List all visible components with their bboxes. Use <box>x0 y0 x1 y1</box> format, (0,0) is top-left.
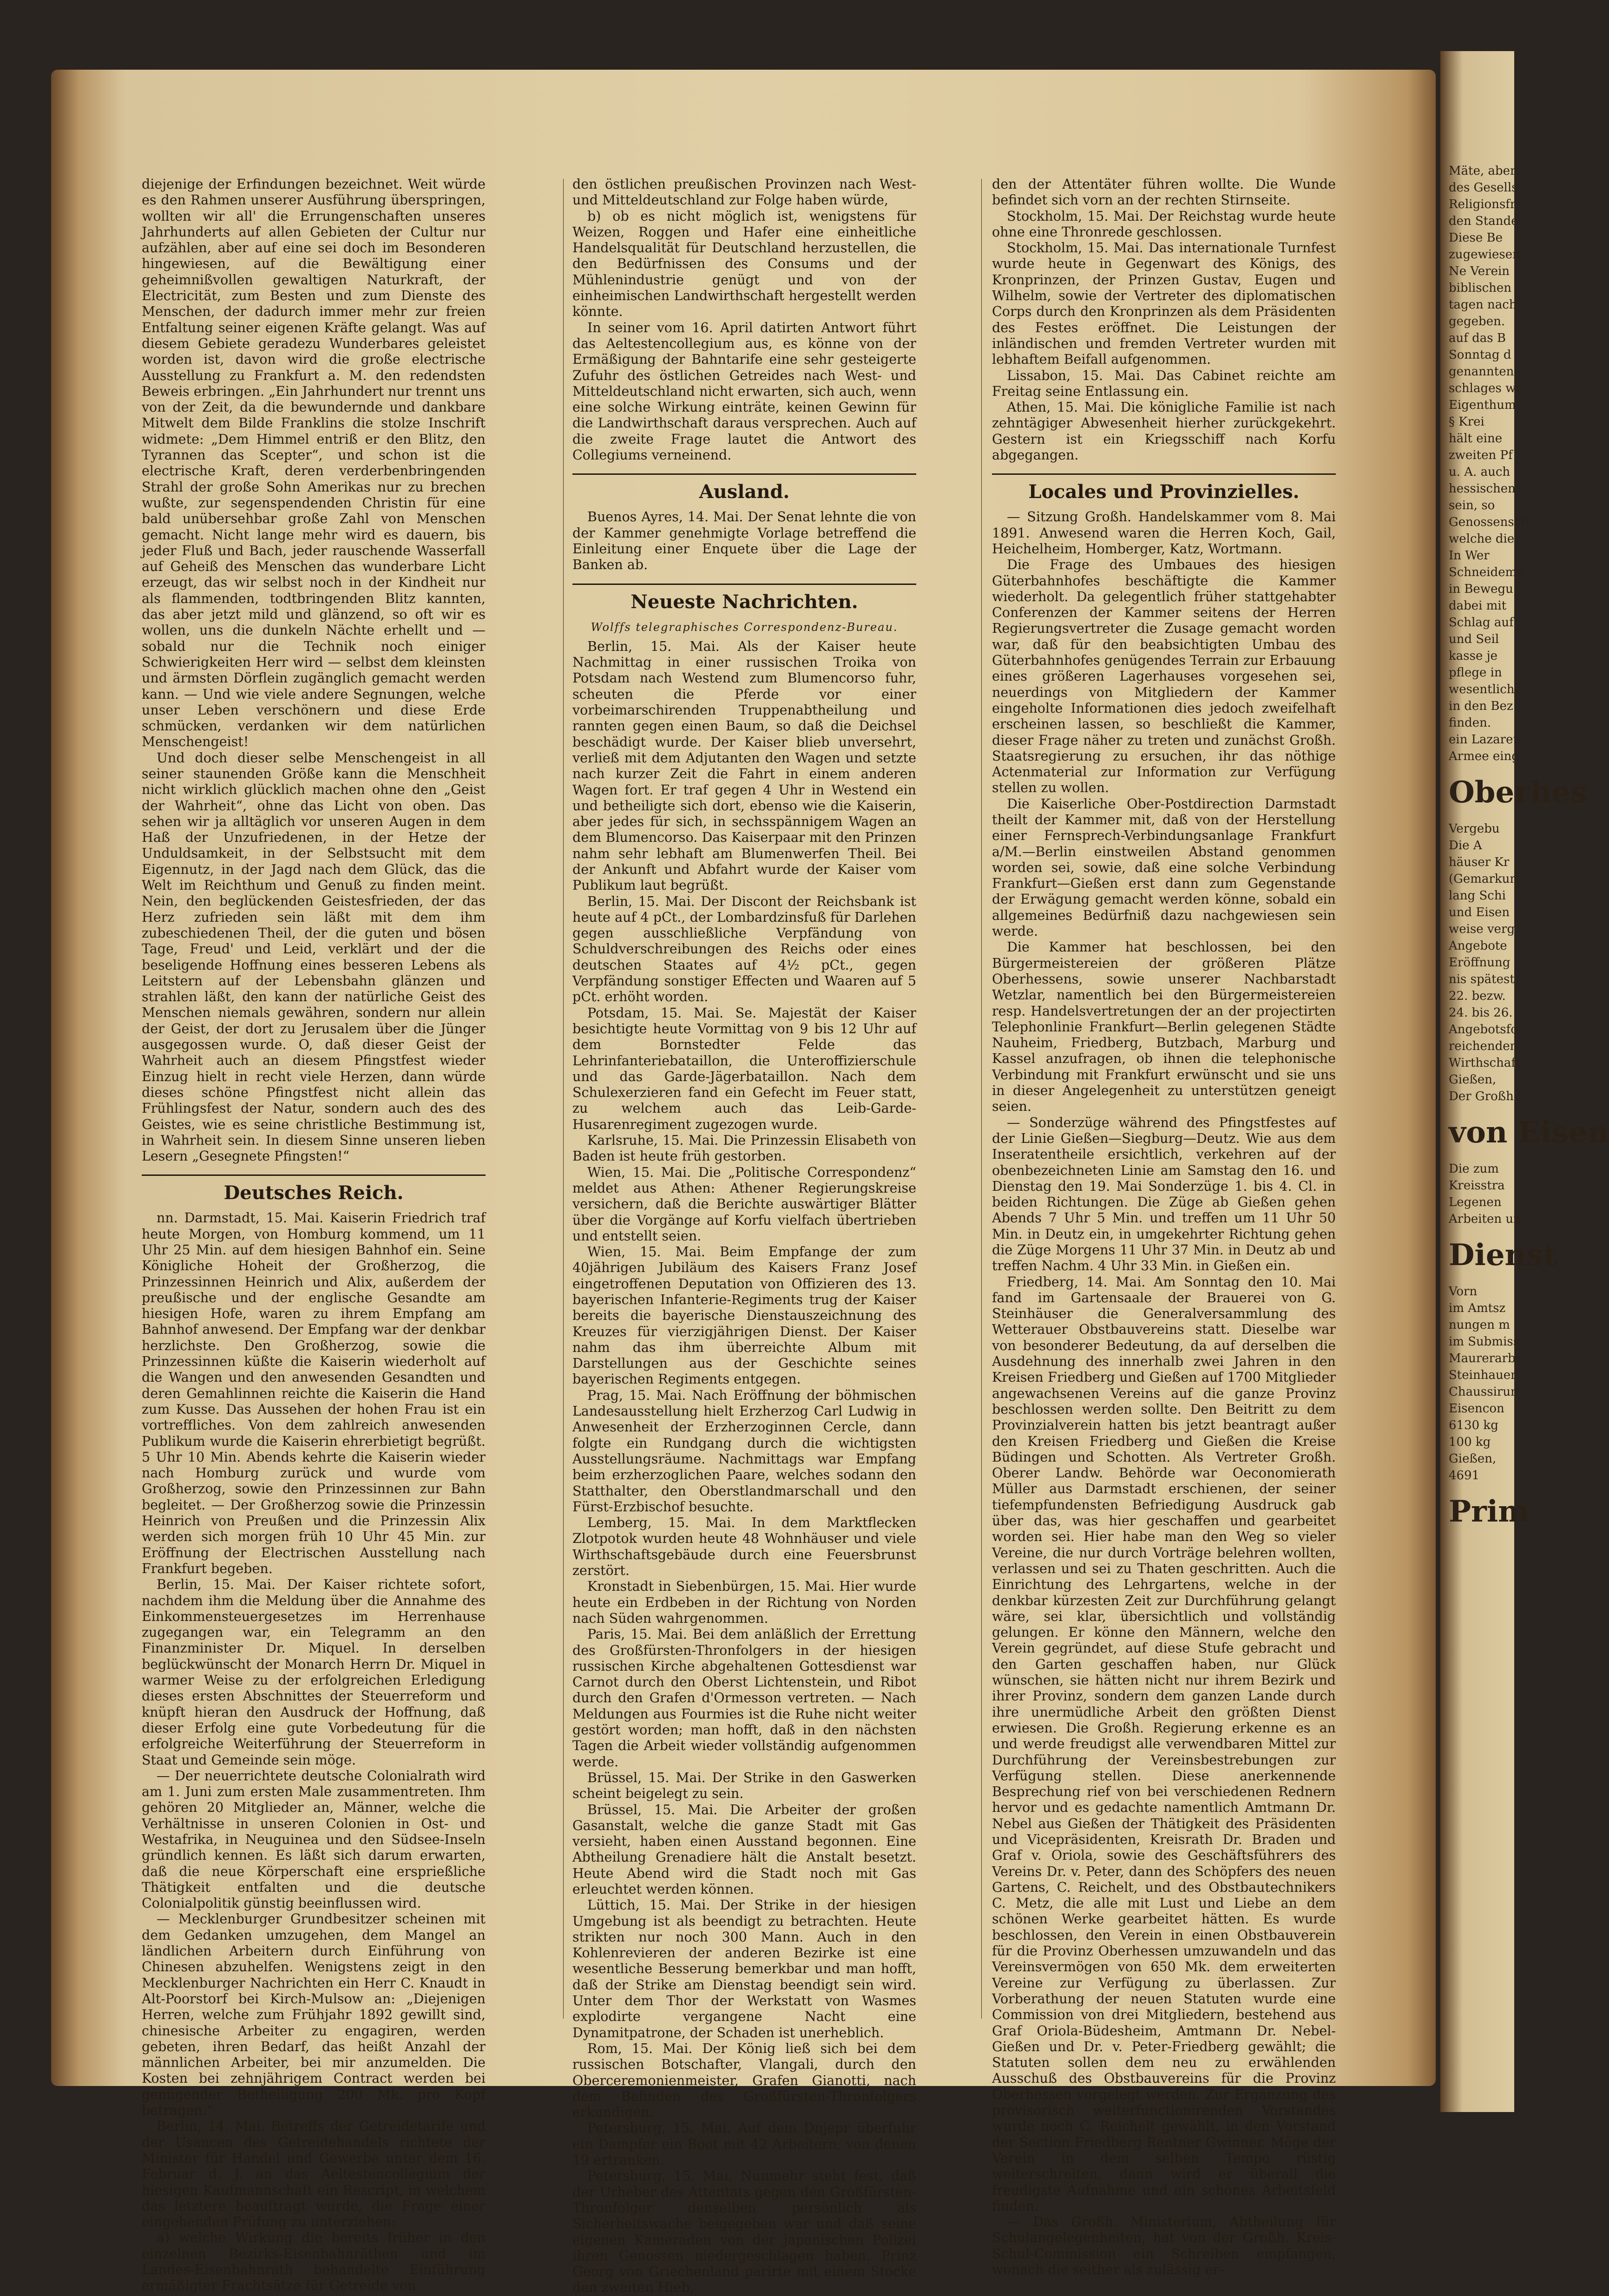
news-item: Buenos Ayres, 14. Mai. Der Senat lehnte die von der Kammer genehmigte Vorlage betreffend die Einleitung einer Enquete über die Lage der Banken ab. <box>572 509 916 573</box>
news-item: Athen, 15. Mai. Die königliche Familie ist nach zehntägiger Abwesenheit hierher zurückgekehrt. Gestern ist ein Kriegsschiff nach Korfu abgegangen. <box>992 400 1336 463</box>
facing-page-line: u. A. auch <box>1449 465 1510 479</box>
section-heading-locales: Locales und Provinzielles. <box>992 473 1336 503</box>
news-item: Lüttich, 15. Mai. Der Strike in der hiesigen Umgebung ist als beendigt zu betrachten. Heute strikten nur noch 300 Mann. Auch in den Kohlenrevieren der anderen Bezirke ist eine wesentliche Besserung bemerkbar und man hofft, daß der Strike am Dienstag beendigt sein wird. Unter dem Thor der Werkstatt von Wasmes explodirte vergangene Nacht eine Dynamitpatrone, der Schaden ist unerheblich. <box>572 1897 916 2040</box>
facing-page-line: den Stande <box>1449 214 1518 228</box>
news-item: — Mecklenburger Grundbesitzer scheinen mit dem Gedanken umzugehen, dem Mangel an ländlichen Arbeitern durch Einführung von Chinesen abzuhelfen. Wenigstens zeigt in den Mecklenburger Nachrichten ein Herr C. Knaudt in Alt-Poorstorf bei Kirch-Mulsow an: „Diejenigen Herren, welche zum Frühjahr 1892 gewillt sind, chinesische Arbeiter zu engagiren, werden gebeten, ihren Bedarf, das heißt Anzahl der männlichen Arbeiter, bei mir anzumelden. Die Kosten bei zehnjährigem Contract werden bei genügender Betheiligung 200 Mk. pro Kopf betragen.“ <box>142 1911 486 2119</box>
facing-page-line: nungen m <box>1449 1318 1510 1332</box>
news-item: Berlin, 15. Mai. Als der Kaiser heute Nachmittag in einer russischen Troika von Potsdam nach Westend zum Blumencorso fuhr, scheuten die Pferde vor einer vorbeimarschirenden Truppenabtheilung und rannten gegen einen Baum, so daß die Deichsel beschädigt wurde. Der Kaiser blieb unversehrt, verließ mit dem Adjutanten den Wagen und setzte nach kurzer Zeit die Fahrt in einem anderen Wagen fort. Er traf gegen 4 Uhr in Westend ein und betheiligte sich dort, ebenso wie die Kaiserin, aber jedes für sich, in sechsspännigem Wagen an dem Blumencorso. Das Kaiserpaar mit den Prinzen nahm sehr lebhaft am Blumenwerfen Theil. Bei der Ankunft und Abfahrt wurde der Kaiser vom Publikum laut begrüßt. <box>572 638 916 893</box>
news-item: a) welche Wirkung die bereits früher in den einzelnen Bezirks-Eisenbahnräthen und im Landes-Eisenbahnrath behandelte Einführung ermäßigter Frachtsätze für Getreide von <box>142 2230 486 2294</box>
news-item: Berlin, 15. Mai. Der Discont der Reichsbank ist heute auf 4 pCt., der Lombardzinsfuß für Darlehen gegen ausschließliche Verpfändung von Schuldverschreibungen des Reichs oder eines deutschen Staates auf 4½ pCt., gegen Verpfändung sonstiger Effecten und Waaren auf 5 pCt. erhöht worden. <box>572 893 916 1005</box>
news-item: Stockholm, 15. Mai. Das internationale Turnfest wurde heute in Gegenwart des Königs, des Kronprinzen, der Prinzen Gustav, Eugen und Wilhelm, sowie der Vertreter des diplomatischen Corps durch den Kronprinzen als dem Präsidenten des Festes eröffnet. Die Leistungen der inländischen und fremden Vertreter wurden mit lebhaftem Beifall aufgenommen. <box>992 240 1336 367</box>
column-3 <box>992 177 1336 2277</box>
facing-page-line: Der Großh <box>1449 1089 1514 1103</box>
facing-page-line: im Amtsz <box>1449 1301 1506 1315</box>
facing-page-line: Gießen, <box>1449 1073 1497 1087</box>
section-subheading: Wolffs telegraphisches Correspondenz-Bureau. <box>591 620 898 634</box>
facing-page-line: Armee eing <box>1449 749 1519 763</box>
facing-page-line: Eröffnung <box>1449 956 1510 970</box>
facing-page-line: im Submiss <box>1449 1335 1520 1349</box>
facing-page-line: tagen nach <box>1449 298 1517 312</box>
facing-page-line: Eigenthum <box>1449 398 1516 412</box>
news-item: Lissabon, 15. Mai. Das Cabinet reichte am Freitag seine Entlassung ein. <box>992 367 1336 399</box>
article-paragraph: b) ob es nicht möglich ist, wenigstens für Weizen, Roggen und Hafer eine einheitliche Handelsqualität für Deutschland herzustellen, die den Bedürfnissen des Consums und der Mühlenindustrie genügt und von der einheimischen Landwirthschaft hergestellt werden könnte. <box>572 208 916 320</box>
facing-page-line: Die zum <box>1449 1162 1499 1176</box>
news-item: — Sitzung Großh. Handelskammer vom 8. Mai 1891. Anwesend waren die Herren Koch, Gail, Heichelheim, Homberger, Katz, Wortmann. <box>992 509 1336 557</box>
facing-page-line: finden. <box>1449 716 1491 730</box>
facing-page-heading: Prim <box>1449 1494 1530 1529</box>
facing-page-line: pflege in <box>1449 666 1502 680</box>
news-item: Prag, 15. Mai. Nach Eröffnung der böhmischen Landesausstellung hielt Erzherzog Carl Ludwig in Anwesenheit der Erzherzoginnen Cercle, dann folgte ein Rundgang durch die wichtigsten Ausstellungsräume. Nachmittags war Empfang beim erzherzoglichen Paare, welches sodann den Statthalter, den Oberstlandmarschall und den Fürst-Erzbischof besuchte. <box>572 1387 916 1515</box>
news-item: Stockholm, 15. Mai. Der Reichstag wurde heute ohne eine Thronrede geschlossen. <box>992 208 1336 240</box>
facing-page-line: zugewiesen <box>1449 248 1520 262</box>
facing-page-line: reichenden <box>1449 1039 1518 1053</box>
news-item: Petersburg, 15. Mai. Nunmehr steht fest, daß der Urheber des Attentats gegen den Großfürsten-Thronfolger denselben persönlich als Sicherheitswache beigegeben war und daß seine eigenen Kameraden von der japanischen Polizei ihren Genossen niedergeschlagen haben. Prinz Georg von Griechenland parirte mit einem Stocke den zweiten Hieb, <box>572 2168 916 2296</box>
news-item: Kronstadt in Siebenbürgen, 15. Mai. Hier wurde heute ein Erdbeben in der Richtung von Norden nach Süden wahrgenommen. <box>572 1579 916 1626</box>
news-item: Brüssel, 15. Mai. Der Strike in den Gaswerken scheint beigelegt zu sein. <box>572 1770 916 1802</box>
facing-page-line: 6130 kg <box>1449 1418 1498 1432</box>
facing-page-line: Arbeiten un <box>1449 1212 1521 1226</box>
facing-page-heading: Oberhes <box>1449 775 1588 810</box>
facing-page-line: § Krei <box>1449 415 1484 429</box>
facing-page-line: 24. bis 26. <box>1449 1006 1513 1020</box>
facing-page-line: 4691 <box>1449 1469 1480 1483</box>
facing-page-line: Sonntag d <box>1449 348 1511 362</box>
facing-page-line: sein, so <box>1449 499 1495 512</box>
news-item: Friedberg, 14. Mai. Am Sonntag den 10. Mai fand im Gartensaale der Brauerei von G. Steinhäuser die Generalversammlung des Wetterauer Obstbauvereins statt. Dieselbe war von besonderer Bedeutung, da auf derselben die Ausdehnung des innerhalb zwei Jahren in den Kreisen Friedberg und Gießen auf 1700 Mitglieder angewachsenen Vereins auf die ganze Provinz beschlossen werden sollte. Den Beitritt zu dem Provinzialverein hatten bis jetzt beantragt außer den Kreisen Friedberg und Gießen die Kreise Büdingen und Schotten. Als Vertreter Großh. Oberer Landw. Behörde war Oeconomierath Müller aus Darmstadt erschienen, der seiner tiefempfundensten Befriedigung Ausdruck gab über das, was hier geschaffen und gearbeitet worden sei. Hier habe man den Weg so vieler Vereine, die nur durch Vorträge belehren wollten, verlassen und sei zu Thaten geschritten. Auch die Einrichtung des Lehrgartens, welche in der denkbar kürzesten Zeit zur Durchführung gelangt wäre, sei klar, übersichtlich und vollständig gelungen. Er könne den Männern, welche den Verein gegründet, auf diese Stufe gebracht und den Garten geschaffen haben, nur Glück wünschen, sie hätten nicht nur ihrem Bezirk und ihrer Provinz, sondern dem ganzen Lande durch ihre unermüdliche Arbeit den größten Dienst erwiesen. Die Großh. Regierung erkenne es an und werde freudigst alle verwendbaren Mittel zur Durchführung der Vereinsbestrebungen zur Verfügung stellen. Diese anerkennende Besprechung rief von bei verschiedenen Rednern hervor und es gedachte namentlich Amtmann Dr. Nebel aus Gießen der Thätigkeit des Präsidenten und Vicepräsidenten, Kreisrath Dr. Braden und Graf v. Oriola, sowie des Geschäftsführers des Vereins Dr. v. Peter, dann des Schöpfers des neuen Gartens, C. Reichelt, und des Obstbautechnikers C. Metz, die alle mit Lust und Liebe an dem schönen Werke gearbeitet hätten. Es wurde beschlossen, den Verein in einen Obstbauverein für die Provinz Oberhessen umzuwandeln und das Vereinsvermögen von 650 Mk. dem erweiterten Vereine zur Verfügung zu überlassen. Zur Vorberathung der neuen Statuten wurde eine Commission von drei Mitgliedern, bestehend aus Graf Oriola-Büdesheim, Amtmann Dr. Nebel-Gießen und Dr. v. Peter-Friedberg gewählt; die Statuten sollen dem neu zu erwählenden Ausschuß des Obstbauvereins für die Provinz Oberhessen vorgelegt werden. Zur Ergänzung des provisorisch weiterfunctionirenden Vorstandes wurde noch C. Reichelt gewählt, in den Vorstand der Section Friedberg Rentner Gwinner. Möge der Verein in dem selben Tempo rüstig weiterschreiten, dann wird er überall die freudigste Aufnahme und ein schönes Arbeitsfeld finden. <box>992 1274 1336 2214</box>
facing-page-line: Kreisstra <box>1449 1179 1505 1193</box>
facing-page-line: kasse je <box>1449 649 1498 663</box>
news-item: Petersburg, 15. Mai. Auf dem Dnjepr überfuhr ein Dampfer ein Boot mit 42 Arbeitern, von denen 19 ertranken. <box>572 2120 916 2168</box>
facing-page-line: In Wer <box>1449 549 1490 563</box>
facing-page-line: auf das B <box>1449 331 1506 345</box>
column-1 <box>142 177 486 2294</box>
facing-page-line: Angebote <box>1449 939 1507 953</box>
facing-page-line: nis spätest <box>1449 972 1515 986</box>
news-item: Die Kaiserliche Ober-Postdirection Darmstadt theilt der Kammer mit, daß von der Herstellung einer Fernsprech-Verbindungsanlage Frankfurt a/M.—Berlin einstweilen Abstand genommen worden sei, sowie, daß eine solche Verbindung Frankfurt—Gießen erst dann zum Gegenstande der Erwägung gemacht werden könne, sobald ein allgemeines Bedürfniß dazu nachgewiesen sein werde. <box>992 796 1336 939</box>
facing-page-line: wesentliche <box>1449 682 1522 696</box>
facing-page-line: in Bewegu <box>1449 582 1513 596</box>
facing-page-line: hält eine <box>1449 432 1503 446</box>
news-item: Wien, 15. Mai. Beim Empfange der zum 40jährigen Jubiläum des Kaisers Franz Josef eingetroffenen Deputation von Offizieren des 13. bayerischen Infanterie-Regiments trug der Kaiser bereits die bayerische Dienstauszeichnung des Kreuzes für vierzigjährigen Dienst. Der Kaiser nahm das ihm überreichte Album mit Darstellungen aus der Geschichte seines bayerischen Regiments entgegen. <box>572 1244 916 1387</box>
facing-page-line: Steinhauer <box>1449 1368 1517 1382</box>
facing-page-line: dabei mit <box>1449 599 1507 613</box>
news-item: Lemberg, 15. Mai. In dem Marktflecken Zlotpotok wurden heute 48 Wohnhäuser und viele Wirthschaftsgebäude durch eine Feuersbrunst zerstört. <box>572 1515 916 1579</box>
news-item: Wien, 15. Mai. Die „Politische Correspondenz“ meldet aus Athen: Athener Regierungskreise versichern, daß die Berichte auswärtiger Blätter über die Vorgänge auf Korfu vielfach übertrieben und entstellt seien. <box>572 1164 916 1244</box>
article-paragraph: diejenige der Erfindungen bezeichnet. Weit würde es den Rahmen unserer Ausführung überspringen, wollten wir all' die Errungenschaften unseres Jahrhunderts auf allen Gebieten der Cultur nur aufzählen, aber auf eine sei doch im Besonderen hingewiesen, auf die Bewältigung einer geheimnißvollen gewaltigen Naturkraft, der Electricität, zum Besten und zum Dienste des Menschen, der dadurch immer mehr zur freien Entfaltung seiner eigenen Kräfte gelangt. Was auf diesem Gebiete geradezu Wunderbares geleistet worden ist, davon wird die große electrische Ausstellung zu Frankfurt a. M. den redendsten Beweis erbringen. „Ein Jahrhundert nur trennt uns von der Zeit, da die bewundernde und dankbare Mitwelt dem Bilde Franklins die stolze Inschrift widmete: „Dem Himmel entriß er den Blitz, den Tyrannen das Scepter“, und schon ist die electrische Kraft, deren verderbenbringenden Strahl der große Sohn Amerikas nur zu brechen wußte, zur segenspendenden Christin für eine bald unübersehbar große Zahl von Menschen gemacht. Nicht lange mehr wird es dauern, bis jeder Fluß und Bach, jeder rauschende Wasserfall auf Geheiß des Menschen das wunderbare Licht erzeugt, das wir selbst noch in der Kindheit nur als flammenden, todtbringenden Blitz kannten, das aber jetzt mild und glänzend, so oft wir es wollen, uns die dunkeln Nächte erhellt und — sobald nur die Technik noch einiger Schwierigkeiten Herr wird — selbst dem kleinsten und ärmsten Dörflein zugänglich gemacht werden kann. — Und wie viele andere Segnungen, welche unser Leben verschönern und diese Erde schmücken, verdanken wir dem natürlichen Menschengeist! <box>142 177 486 750</box>
news-item: Brüssel, 15. Mai. Die Arbeiter der großen Gasanstalt, welche die ganze Stadt mit Gas versieht, haben einen Ausstand begonnen. Eine Abtheilung Grenadiere hält die Anstalt besetzt. Heute Abend wird die Stadt noch mit Gas erleuchtet werden können. <box>572 1802 916 1897</box>
column-rule <box>563 179 564 2019</box>
news-item: Die Frage des Umbaues des hiesigen Güterbahnhofes beschäftigte die Kammer wiederholt. Da gelegentlich früher stattgehabter Conferenzen der Kammer seitens der Herren Regierungsvertreter die Zusage gemacht worden war, daß für den beabsichtigten Umbau des Güterbahnhofes genügendes Terrain zur Erbauung eines größeren Lagerhauses vorgesehen sei, neuerdings von Mitgliedern der Kammer eingeholte Informationen dies jedoch zweifelhaft erscheinen lassen, so beschließt die Kammer, dieser Frage näher zu treten und zunächst Großh. Staatsregierung zu ersuchen, ihr das nöthige Actenmaterial zur Information zur Verfügung stellen zu wollen. <box>992 557 1336 796</box>
section-heading-neueste-nachrichten: Neueste Nachrichten. <box>572 584 916 613</box>
facing-page-line: Gießen, <box>1449 1452 1497 1466</box>
section-heading-ausland: Ausland. <box>572 473 916 503</box>
facing-page-line: Maurerarbe <box>1449 1351 1523 1365</box>
news-item: — Der neuerrichtete deutsche Colonialrath wird am 1. Juni zum ersten Male zusammentreten. Ihm gehören 20 Mitglieder an, Männer, welche die Verhältnisse in unseren Colonien in Ost- und Westafrika, in Neuguinea und den Südsee-Inseln gründlich kennen. Es läßt sich darum erwarten, daß die neue Körperschaft eine ersprießliche Thätigkeit entfalten und die deutsche Colonialpolitik günstig beeinflussen wird. <box>142 1768 486 1911</box>
article-paragraph: den östlichen preußischen Provinzen nach West- und Mitteldeutschland zur Folge haben würde, <box>572 177 916 208</box>
facing-page-line: ein Lazaret <box>1449 733 1518 747</box>
facing-page-line: Vergebu <box>1449 822 1500 836</box>
facing-page-edge <box>1440 51 1609 2112</box>
news-item: — Sonderzüge während des Pfingstfestes auf der Linie Gießen—Siegburg—Deutz. Wie aus dem Inseratentheile ersichtlich, verkehren auf der obenbezeichneten Linie am Samstag den 16. und Dienstag den 19. Mai Sonderzüge 1. bis 4. Cl. in beiden Richtungen. Die Züge ab Gießen gehen Abends 7 Uhr 5 Min. und treffen um 11 Uhr 50 Min. in Deutz ein, in umgekehrter Richtung gehen die Züge Morgens 11 Uhr 37 Min. in Deutz ab und treffen Nachm. 4 Uhr 33 Min. in Gießen ein. <box>992 1115 1336 1274</box>
facing-page-line: Chaussirun <box>1449 1385 1518 1399</box>
article-paragraph: den der Attentäter führen wollte. Die Wunde befindet sich vorn an der rechten Stirnseite. <box>992 177 1336 208</box>
news-item: Karlsruhe, 15. Mai. Die Prinzessin Elisabeth von Baden ist heute früh gestorben. <box>572 1133 916 1164</box>
facing-page-line: weise verg <box>1449 922 1515 936</box>
facing-page-line: genannten <box>1449 365 1514 379</box>
facing-page-line: gegeben. <box>1449 315 1505 328</box>
facing-page-line: Religionsfr <box>1449 197 1516 211</box>
facing-page-line: biblischen <box>1449 281 1512 295</box>
news-item: Berlin, 14. Mai. Betreffs der Getreidetarife und der Usancen des Getreidehandels richtete der Minister für Handel und Gewerbe unter dem 16. Februar d. J. an das Aeltestencollegium der hiesigen Kaufmannschaft ein Rescript, in welchem das letztere beauftragt wurde, die Frage einer eingehenden Prüfung zu unterziehen: <box>142 2119 486 2230</box>
facing-page-line: und Eisen <box>1449 905 1510 919</box>
facing-page-line: 100 kg <box>1449 1435 1491 1449</box>
news-item: — Das Großh. Ministerium, Abtheilung für Schulangelegenheiten, hat von der Großh. Kreis-Schul-Commission ein Schreiben empfangen, wonach die seither als zulässig er- <box>992 2214 1336 2277</box>
facing-page-line: lang Schi <box>1449 889 1506 903</box>
facing-page-line: Mäte, aber <box>1449 164 1516 178</box>
facing-page-line: Vorn <box>1449 1285 1478 1299</box>
facing-page-line: Angebotsfo <box>1449 1023 1518 1036</box>
facing-page-line: Eisencon <box>1449 1402 1504 1416</box>
facing-page-heading: Dienst <box>1449 1238 1557 1273</box>
section-heading-deutsches-reich: Deutsches Reich. <box>142 1174 486 1204</box>
facing-page-line: Legenen <box>1449 1195 1502 1209</box>
facing-page-line: schlages wi <box>1449 381 1520 395</box>
news-item: Potsdam, 15. Mai. Se. Majestät der Kaiser besichtigte heute Vormittag von 9 bis 12 Uhr auf dem Bornstedter Felde das Lehrinfanteriebataillon, die Unteroffizierschule und das Garde-Jägerbataillon. Nach dem Schulexerzieren fand ein Gefecht im Feuer statt, zu welchem auch das Leib-Garde-Husarenregiment zugezogen wurde. <box>572 1005 916 1132</box>
article-paragraph: In seiner vom 16. April datirten Antwort führt das Aeltestencollegium aus, es könne von der Ermäßigung der Bahntarife eine sehr gesteigerte Zufuhr des östlichen Getreides nach West- und Mitteldeutschland nicht erwarten, sich auch, wenn eine solche Wirkung einträte, keinen Gewinn für die Landwirthschaft daraus versprechen. Auch auf die zweite Frage lautet die Antwort des Collegiums verneinend. <box>572 320 916 463</box>
facing-page-line: (Gemarkun <box>1449 872 1518 886</box>
facing-page-line: Ne Verein <box>1449 264 1510 278</box>
column-rule <box>981 179 982 2019</box>
facing-page-line: Schlag auf <box>1449 616 1514 630</box>
facing-page-heading: von Eisen <box>1449 1115 1609 1150</box>
facing-page-line: Wirthschaft <box>1449 1056 1521 1070</box>
facing-page-line: Diese Be <box>1449 231 1503 245</box>
facing-page-line: zweiten Pf <box>1449 448 1513 462</box>
news-item: Die Kammer hat beschlossen, bei den Bürgermeistereien der größeren Plätze Oberhessens, sowie unserer Nachbarstadt Wetzlar, namentlich bei den Bürgermeistereien resp. Handelsvertretungen der an der projectirten Telephonlinie Frankfurt—Berlin gelegenen Städte Nauheim, Friedberg, Butzbach, Marburg und Kassel anzufragen, ob ihnen die telephonische Verbindung mit Frankfurt erwünscht und sie uns in dieser Angelegenheit zu unterstützen geneigt seien. <box>992 939 1336 1115</box>
news-item: Rom, 15. Mai. Der König ließ sich bei dem russischen Botschafter, Vlangali, durch den Oberceremonienmeister, Grafen Gianotti, nach dem Befinden des Großfürsten-Thronfolgers erkundigen. <box>572 2040 916 2120</box>
facing-page-line: Schneidema <box>1449 565 1524 579</box>
facing-page-line: Genossensch <box>1449 515 1529 529</box>
article-paragraph: Und doch dieser selbe Menschengeist in all seiner staunenden Größe kann die Menschheit nicht wirklich glücklich machen ohne den „Geist der Wahrheit“, ohne das Licht von oben. Das sehen wir ja alltäglich vor unseren Augen in dem Haß der Unzufriedenen, in der Hetze der Unduldsamkeit, in der Selbstsucht mit dem Eigennutz, in der Jagd nach dem Glück, das die Welt im Reichthum und Genuß zu finden meint. Nein, den beglückenden Geistesfrieden, der das Herz zufrieden sein läßt mit dem ihm zubeschiedenen Theil, der die guten und bösen Tage, Freud' und Leid, verklärt und der die beseligende Hoffnung eines besseren Lebens als Leitstern auf der Lebensbahn glänzen und strahlen läßt, den kann der natürliche Geist des Menschen niemals gewähren, sondern nur allein der Geist, der dort zu Jerusalem über die Jünger ausgegossen wurde. O, daß dieser Geist der Wahrheit auch an diesem Pfingstfest wieder Einzug hielt in recht viele Herzen, dann würde dieses schöne Pfingstfest nicht allein das Frühlingsfest der Natur, sondern auch des des Geistes, wie es seine christliche Bestimmung ist, in Wahrheit sein. In diesem Sinne unseren lieben Lesern „Gesegnete Pfingsten!“ <box>142 750 486 1164</box>
facing-page-text <box>1440 51 1609 1530</box>
facing-page-line: welche die <box>1449 532 1515 546</box>
facing-page-line: und Seil <box>1449 632 1499 646</box>
facing-page-line: häuser Kr <box>1449 855 1510 869</box>
facing-page-line: 22. bezw. <box>1449 989 1506 1003</box>
facing-page-line: hessischen <box>1449 482 1516 496</box>
news-item: Paris, 15. Mai. Bei dem anläßlich der Errettung des Großfürsten-Thronfolgers in der hiesigen russischen Kirche abgehaltenen Gottesdienst war Carnot durch den Oberst Lichtenstein, und Ribot durch den Grafen d'Ormesson vertreten. — Nach Meldungen aus Fourmies ist die Ruhe nicht weiter gestört worden; man hofft, daß in den nächsten Tagen die Arbeit wieder vollständig aufgenommen werde. <box>572 1627 916 1770</box>
facing-page-line: des Gesells <box>1449 181 1518 195</box>
column-2 <box>572 177 916 2296</box>
news-item: Berlin, 15. Mai. Der Kaiser richtete sofort, nachdem ihm die Meldung über die Annahme des Einkommensteuergesetzes im Herrenhause zugegangen war, ein Telegramm an den Finanzminister Dr. Miquel. In derselben beglückwünscht der Monarch Herrn Dr. Miquel in warmer Weise zu der erfolgreichen Erledigung dieses ersten Abschnittes der Steuerreform und knüpft hieran den Ausdruck der Hoffnung, daß dieser Erfolg eine gute Vorbedeutung für die erfolgreiche Weiterführung der Steuerreform in Staat und Gemeinde sein möge. <box>142 1577 486 1768</box>
news-item: nn. Darmstadt, 15. Mai. Kaiserin Friedrich traf heute Morgen, von Homburg kommend, um 11 Uhr 25 Min. auf dem hiesigen Bahnhof ein. Seine Königliche Hoheit der Großherzog, die Prinzessinnen Heinrich und Alix, außerdem der preußische und der englische Gesandte am hiesigen Hofe, waren zu ihrem Empfang am Bahnhof anwesend. Der Empfang war der denkbar herzlichste. Den Großherzog, sowie die Prinzessinnen küßte die Kaiserin wiederholt auf die Wangen und den anwesenden Gesandten und deren Gemahlinnen reichte die Kaiserin die Hand zum Kusse. Das Aussehen der hohen Frau ist ein vortreffliches. Von dem zahlreich anwesenden Publikum wurde die Kaiserin ehrerbietigt begrüßt. 5 Uhr 10 Min. Abends kehrte die Kaiserin wieder nach Homburg zurück und wurde vom Großherzog, sowie den Prinzessinnen zur Bahn begleitet. — Der Großherzog sowie die Prinzessin Heinrich von Preußen und die Prinzessin Alix werden sich morgen früh 10 Uhr 45 Min. zur Eröffnung der Electrischen Ausstellung nach Frankfurt begeben. <box>142 1210 486 1576</box>
facing-page-line: Die A <box>1449 839 1482 853</box>
facing-page-line: in den Bez <box>1449 699 1513 713</box>
